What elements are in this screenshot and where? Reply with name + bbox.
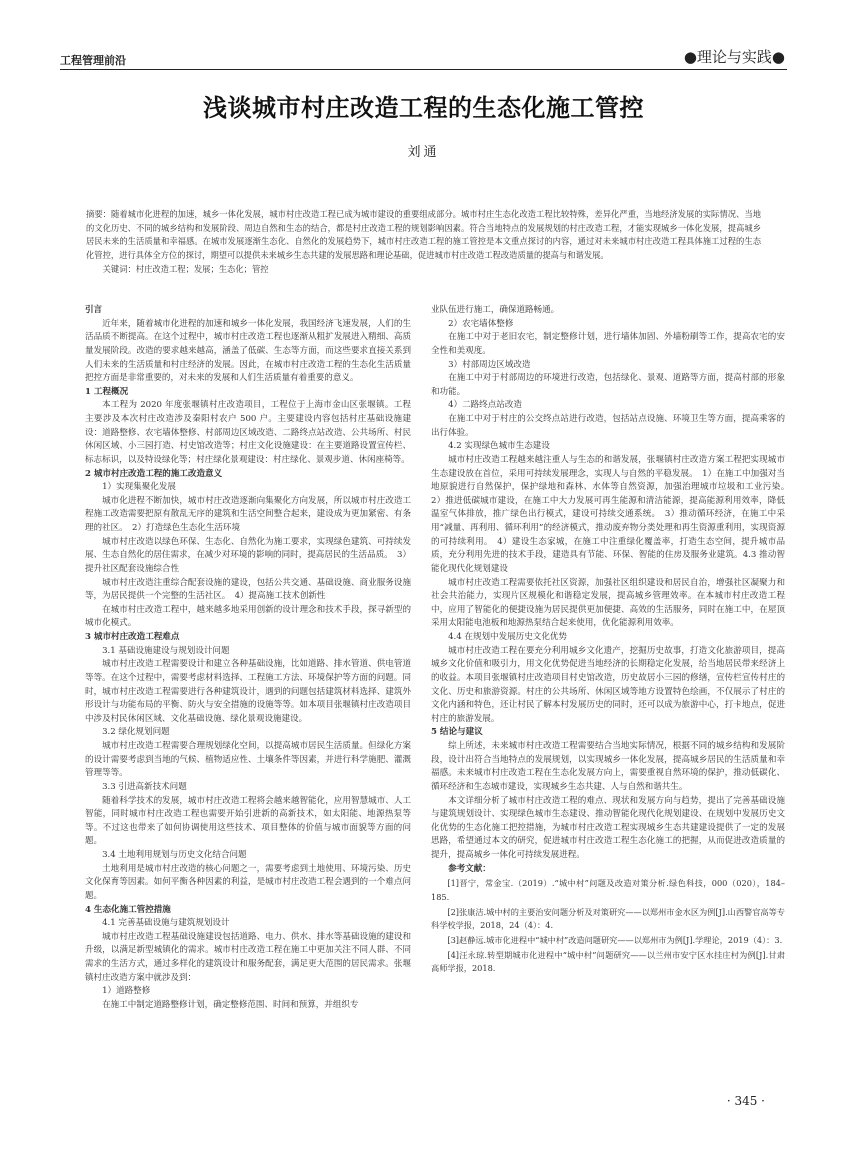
journal-name: 工程管理前沿 — [60, 54, 126, 67]
reference-item: [2]张康洁.城中村的主要治安问题分析及对策研究——以郑州市金水区为例[J].山西警官高等专科学校学报，2018，24（4）：4. — [431, 906, 785, 931]
paragraph: 城市村庄改造工程在要充分利用城乡文化遗产，挖掘历史故事，打造文化旅游项目，提高城乡文化价值和吸引力，用文化优势促进当地经济的长期稳定化发展，给当地居民带来经济上的收益。本项目张堰镇村庄改造项目村史馆改造，历史故居小三园的修缮，宣传栏宣传村庄的文化、历史和旅游资源。村庄的公共场所、休闲区域等地方设置特色绘画，不仅展示了村庄的文化内涵和特色，还让村民了解本村发展历史的同时，还可以成为旅游中心，打卡地点，促进村庄的旅游发展。 — [431, 645, 785, 724]
section-heading: 引言 — [85, 305, 103, 315]
paragraph: 土地利用是城市村庄改造的核心问题之一，需要考虑到土地使用、环境污染、历史文化保育等因素。如何平衡各种因素的利益，是城市村庄改造工程会遇到的一个难点问题。 — [85, 863, 411, 901]
paragraph: 城市村庄改造工程需要依托社区资源，加强社区组织建设和居民自治，增强社区凝聚力和社会共治能力，实现片区规模化和谐稳定发展，提高城乡管理效率。在本城市村庄改造工程中，应用了智能化的便捷设施为居民提供更加便捷、高效的生活服务，同时在施工中，在屋顶采用太阳能电池板和地源热泵结合起来使用，优化能源利用效率。 — [431, 577, 785, 629]
paragraph: 在施工中对于村庄的公交终点站进行改造，包括站点设施、环境卫生等方面，提高乘客的出行体验。 — [431, 414, 785, 438]
paragraph: 综上所述，未来城市村庄改造工程需要结合当地实际情况，根据不同的城乡结构和发展阶段，设计出符合当地特点的发展规划，以实现城乡一体化发展，提高城乡居民的生活质量和幸福感。未来城市村庄改造工程在生态化发展方向上，需要重视自然环境的保护，推动低碳化、循环经济和生态城市建设，实现城乡生态共建、人与自然和谐共生。 — [431, 741, 785, 792]
paragraph: 随着科学技术的发展，城市村庄改造工程将会越来越智能化，应用智慧城市、人工智能，同时城市村庄改造工程也需要开始引进新的高新技术，如太阳能、地源热泵等等。不过这也带来了如何协调使用这些技术、项目整体的价值与城市面貌等方面的问题。 — [85, 795, 411, 847]
paragraph: 在施工中对于村部周边的环境进行改造，包括绿化、景观、道路等方面，提高村部的形象和功能。 — [431, 373, 785, 397]
section-heading: 3 城市村庄改造工程难点 — [85, 632, 180, 642]
subsection-heading: 3.4 土地利用规划与历史文化结合问题 — [102, 850, 247, 860]
header-rule — [60, 69, 787, 70]
paragraph: 城市村庄改造注重综合配套设施的建设，包括公共交通、基础设施、商业服务设施等，为居民提供一个完整的生活社区。 4）提高施工技术创新性 — [85, 577, 411, 602]
section-heading: 5 结论与建议 — [431, 727, 483, 738]
section-heading: 4 生态化施工管控措施 — [85, 904, 171, 915]
paragraph: 近年来，随着城市化进程的加速和城乡一体化发展，我国经济飞速发展，人们的生活品质不断提高。在这个过程中，城市村庄改造工程也逐渐从粗扩发展进入精细、高质量发展阶段。改造的要求越来越高，涵盖了低碳、生态等方面，而这些要求直接关系到人们未来的生活质量和村庄经济的发展。因此，在城市村庄改造工程的生态化生活质量把控方面是非常重要的，对未来的发展和人们生活质量有着重要的意义。 — [85, 318, 411, 384]
paragraph: 本工程为 2020 年度张堰镇村庄改造项目，工程位于上海市金山区张堰镇。工程主要涉及本次村庄改造涉及秦阳村农户 500 户。主要建设内容包括村庄基础设施建设：道路整修、农宅墙体整修、村部周边区域改造、二路终点站改造、公共场所、村民休闲区域、小三园打造、村史馆改造等；村庄文化设施建设：在主要道路设置宣传栏、标志标识，以及特设绿化等；村庄绿化景观建设：村庄绿化、景观步道、休闲座椅等。 — [85, 400, 411, 465]
article-author: 刘通 — [407, 145, 440, 160]
subsection-heading: 4）二路终点站改造 — [448, 400, 522, 411]
paragraph: 城市村庄改造工程需要设计和建立各种基础设施，比如道路、排水管道、供电管道等等。在这个过程中，需要考虑材料选择、工程施工方法、环境保护等方面的问题。同时，城市村庄改造工程需要进行各种建筑设计，遇到的问题包括建筑材料选择、建筑外形设计与功能布局的平衡、防火与安全措施的设施等等。如本项目张堰镇村庄改造项目中涉及村民休闲区域、文化基础设施、绿化景观设施建设。 — [85, 659, 411, 724]
subsection-heading: 1）道路整修 — [102, 986, 151, 997]
abstract-block — [86, 208, 761, 277]
references-heading: 参考文献： — [448, 863, 491, 874]
subsection-heading: 4.1 完善基础设施与建筑规划设计 — [102, 918, 230, 929]
paragraph: 城市村庄改造工程基础设施建设包括道路、电力、供水、排水等基础设施的建设和升级，以满足新型城镇化的需求。城市村庄改造工程在施工中更加关注不同人群、不同需求的生活方式，通过多样化的建筑设计和服务配套，满足更大范围的居民需求。张堰镇村庄改造方案中就涉及到： — [85, 931, 411, 983]
paragraph: 在施工中制定道路整修计划，确定整修范围、时间和预算，并组织专 — [102, 999, 359, 1010]
subsection-heading: 4.2 实现绿色城市生态建设 — [448, 441, 550, 452]
article-title: 浅谈城市村庄改造工程的生态化施工管控 — [203, 94, 644, 122]
left-column — [85, 304, 411, 1013]
subsection-heading: 3.3 引进高新技术问题 — [102, 781, 187, 792]
paragraph: 在施工中对于老旧农宅，制定整修计划，进行墙体加固、外墙粉刷等工作，提高农宅的安全性和美观度。 — [431, 332, 785, 356]
abstract-text: 摘要：随着城市化进程的加速，城乡一体化发展，城市村庄改造工程已成为城市建设的重要组成部分。城市村庄生态化改造工程比较特殊，差异化严重，当地经济发展的实际情况、当地的文化历史、不同的城乡结构和发展阶段、周边自然和生态的结合，都是村庄改造工程的规划影响因素。符合当地特点的发展规划的村庄改造工程，才能实现城乡一体化发展，提高城乡居民未来的生活质量和幸福感。在城市发展逐渐生态化、自然化的发展趋势下，城市村庄改造工程的施工管控是本文重点探讨的内容，通过对未来城市村庄改造工程具体施工过程的生态化管控，进行具体全方位的探讨，期望可以提供未来城乡生态共建的发展思路和理论基础，促进城市村庄改造工程改造质量的提高与和谐发展。 — [86, 209, 761, 260]
paragraph: 在城市村庄改造工程中，越来越多地采用创新的设计理念和技术手段，探寻新型的城市化模式。 — [85, 604, 411, 629]
subsection-heading: 4.4 在规划中发展历史文化优势 — [448, 632, 567, 642]
paragraph: 本文详细分析了城市村庄改造工程的难点、现状和发展方向与趋势，提出了完善基础设施与建筑规划设计、实现绿色城市生态建设、推动智能化现代化规划建设、在规划中发展历史文化优势的生态化施工把控措施，为城市村庄改造工程实现城乡生态共建建设提供了一定的发展思路，希望通过本文的研究，促进城市村庄改造工程生态化施工的把握，从而促进改造质量的提升，提高城乡一体化可持续发展进程。 — [431, 795, 785, 860]
reference-item: [3]赵静远.城市化进程中“城中村”改造问题研究——以郑州市为例[J].学理论，2019（4）：3. — [447, 935, 783, 946]
subsection-heading: 1）实现集聚化发展 — [102, 482, 176, 493]
paragraph: 城市村庄改造工程越来越注重人与生态的和谐发展，张堰镇村庄改造方案工程把实现城市生态建设放在首位，采用可持续发展理念，实现人与自然的平稳发展。 1）在施工中加强对当地原貌进行自然保护，保护绿地和森林、水体等自然资源，加强治理城市垃圾和工业污染。 2）推进低碳城市建设，在施工中大力发展可再生能源和清洁能源，提高能源利用效率，降低温室气体排放，推广绿色出行模式，建设可持续交通系统。 3）推动循环经济，在施工中采用“减量、再利用、循环利用”的经济模式，推动废弃物分类处理和再生资源重利用，实现资源的可持续利用。 4）建设生态家城，在施工中注重绿化覆盖率，打造生态空间，提升城市品质，充分利用先进的技术手段，建造具有节能、环保、智能的住房及服务业建筑。4.3 推动智能化现代化规划建设 — [431, 454, 794, 574]
subsection-heading: 3.1 基础设施建设与规划设计问题 — [102, 645, 230, 656]
reference-item: [1]晋宁，常金宝.（2019）.“城中村”问题及改造对策分析.绿色科技，000（020），184–185. — [431, 878, 785, 902]
subsection-heading: 2）农宅墙体整修 — [448, 318, 514, 329]
page-number: · 345 · — [726, 1094, 765, 1108]
paragraph: 城市村庄改造以绿色环保、生态化、自然化为施工要求，实现绿色建筑、可持续发展、生态自然化的居住需求，在减少对环境的影响的同时，提高居民的生活品质。 3）提升社区配套设施综合性 — [85, 536, 411, 574]
paragraph: 城市村庄改造工程需要合理规划绿化空间，以提高城市居民生活质量。但绿化方案的设计需要考虑到当地的气候、植物适应性、土壤条件等因素，并进行科学施肥、灌溉管理等等。 — [85, 741, 411, 779]
subsection-heading: 3.2 绿化规划问题 — [102, 727, 170, 738]
section-heading: 2 城市村庄改造工程的施工改造意义 — [85, 468, 223, 479]
reference-item: [4]汪永琼.转型期城市化进程中“城中村”问题研究——以兰州市安宁区水挂庄村为例[J].甘肃高师学报，2018. — [431, 949, 785, 974]
paragraph: 城市化进程不断加快，城市村庄改造逐渐向集聚化方向发展，所以城市村庄改造工程施工改造需要把原有散乱无序的建筑和生活空间整合起来，建设成为更加紧密、有条理的社区。 2）打造绿色生态化生活环境 — [85, 495, 411, 533]
paragraph-continued: 业队伍进行施工，确保道路畅通。 — [431, 305, 560, 315]
subsection-heading: 3）村部周边区域改造 — [448, 359, 531, 370]
section-heading: 1 工程概况 — [85, 386, 129, 397]
section-label: ●理论与实践● — [683, 48, 785, 66]
keywords: 关键词：村庄改造工程；发展；生态化；管控 — [102, 264, 269, 275]
right-column — [431, 304, 794, 976]
